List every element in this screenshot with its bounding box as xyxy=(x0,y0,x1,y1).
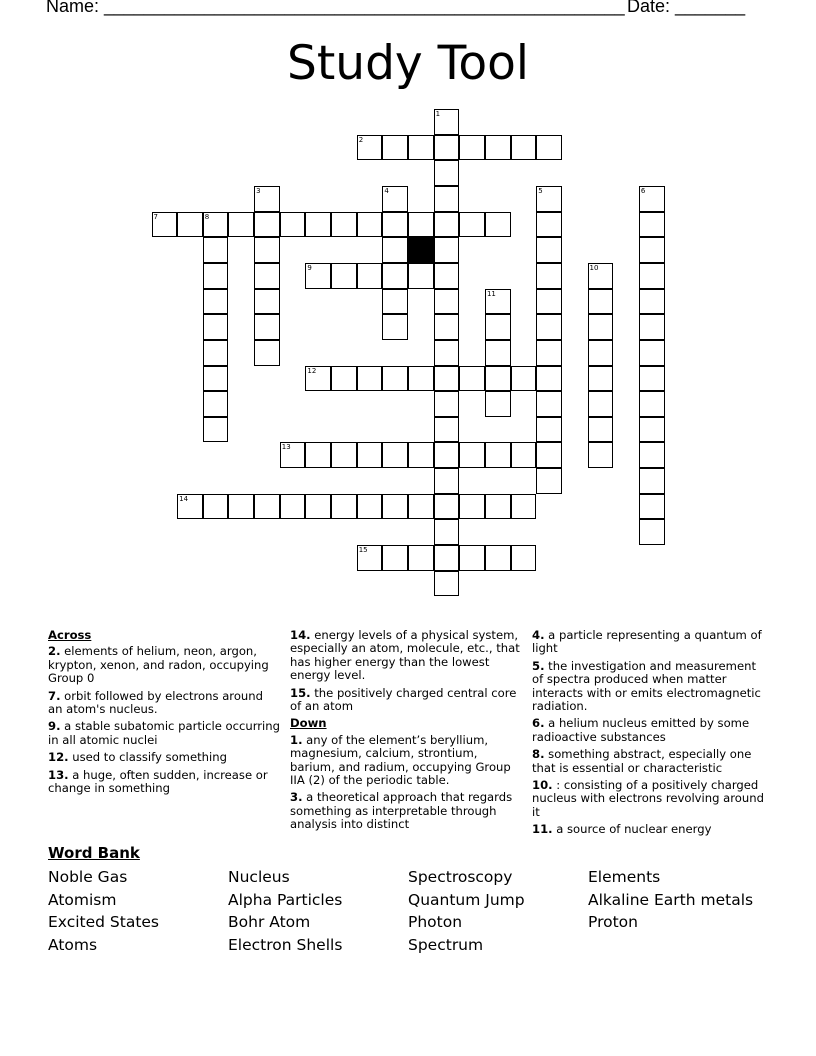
crossword-cell[interactable] xyxy=(382,289,408,315)
crossword-cell[interactable] xyxy=(511,366,537,392)
crossword-cell[interactable] xyxy=(434,391,460,417)
word-bank-item: Alkaline Earth metals xyxy=(588,890,754,909)
crossword-cell[interactable] xyxy=(536,417,562,443)
crossword-cell[interactable] xyxy=(434,186,460,212)
crossword-cell[interactable] xyxy=(588,314,614,340)
crossword-cell[interactable] xyxy=(434,237,460,263)
crossword-cell[interactable] xyxy=(536,212,562,238)
crossword-cell[interactable] xyxy=(588,340,614,366)
crossword-cell[interactable] xyxy=(305,494,331,520)
down-clue xyxy=(290,734,522,788)
clue-number: 3. xyxy=(290,790,303,805)
page-title: Study Tool xyxy=(287,36,529,91)
crossword-cell[interactable] xyxy=(536,442,562,468)
crossword-cell[interactable] xyxy=(408,366,434,392)
crossword-cell[interactable] xyxy=(177,212,203,238)
word-bank-item: Nucleus xyxy=(228,868,290,886)
crossword-cell[interactable] xyxy=(485,212,511,238)
crossword-cell[interactable] xyxy=(408,442,434,468)
crossword-cell[interactable] xyxy=(357,366,383,392)
crossword-cell[interactable] xyxy=(357,135,383,161)
clues-column-2 xyxy=(290,629,522,836)
crossword-cell[interactable] xyxy=(434,340,460,366)
word-bank-item: Spectroscopy xyxy=(408,868,513,886)
crossword-cell[interactable] xyxy=(511,135,537,161)
crossword-cell[interactable] xyxy=(536,289,562,315)
word-bank-title: Word Bank xyxy=(48,844,140,862)
clue-number: 2 xyxy=(358,135,364,144)
crossword-cell[interactable] xyxy=(639,417,665,443)
crossword-cell[interactable] xyxy=(536,468,562,494)
crossword-cell[interactable] xyxy=(485,366,511,392)
down-clue xyxy=(532,779,764,819)
crossword-cell[interactable] xyxy=(152,212,178,238)
clue-number: 13. xyxy=(48,767,69,782)
crossword-cell[interactable] xyxy=(434,135,460,161)
crossword-cell[interactable] xyxy=(254,212,280,238)
crossword-cell[interactable] xyxy=(408,545,434,571)
crossword-cell[interactable] xyxy=(357,263,383,289)
crossword-cell[interactable] xyxy=(357,545,383,571)
crossword-cell[interactable] xyxy=(305,263,331,289)
clue-text: used to classify something xyxy=(68,750,227,765)
crossword-cell[interactable] xyxy=(485,545,511,571)
across-clue xyxy=(48,645,280,685)
clue-text: : consisting of a positively charged nucleus with electrons revolving around it xyxy=(532,778,764,819)
crossword-cell[interactable] xyxy=(434,571,460,597)
crossword-cell[interactable] xyxy=(434,366,460,392)
word-bank-item: Alpha Particles xyxy=(228,890,343,909)
crossword-cell[interactable] xyxy=(382,442,408,468)
clue-number: 5. xyxy=(532,658,545,673)
crossword-cell[interactable] xyxy=(588,417,614,443)
clue-text: orbit followed by electrons around an atom's nucleus. xyxy=(48,688,263,717)
crossword-cell[interactable] xyxy=(203,314,229,340)
crossword-cell[interactable] xyxy=(331,366,357,392)
clue-number: 4. xyxy=(532,628,545,642)
crossword-cell[interactable] xyxy=(331,442,357,468)
crossword-cell[interactable] xyxy=(228,212,254,238)
clue-number: 15 xyxy=(358,546,368,555)
clue-number: 2. xyxy=(48,644,61,659)
crossword-cell[interactable] xyxy=(588,263,614,289)
clue-text: a particle representing a quantum of light xyxy=(532,628,762,656)
crossword-cell[interactable] xyxy=(434,545,460,571)
crossword-cell[interactable] xyxy=(382,135,408,161)
crossword-cell[interactable] xyxy=(511,494,537,520)
crossword-cell[interactable] xyxy=(536,314,562,340)
clue-number: 14. xyxy=(290,628,311,642)
crossword-cell[interactable] xyxy=(639,340,665,366)
crossword-cell[interactable] xyxy=(639,391,665,417)
crossword-cell[interactable] xyxy=(254,494,280,520)
crossword-cell[interactable] xyxy=(203,494,229,520)
crossword-cell[interactable] xyxy=(536,391,562,417)
clue-text: a source of nuclear energy xyxy=(552,822,712,837)
crossword-cell[interactable] xyxy=(536,237,562,263)
black-square xyxy=(408,237,434,263)
clue-number: 9. xyxy=(48,719,61,734)
word-bank-item: Bohr Atom xyxy=(228,913,311,932)
crossword-cell[interactable] xyxy=(434,417,460,443)
crossword-cell[interactable] xyxy=(434,519,460,545)
clue-number: 8 xyxy=(204,212,210,221)
crossword-cell[interactable] xyxy=(408,494,434,520)
crossword-cell[interactable] xyxy=(254,186,280,212)
crossword-cell[interactable] xyxy=(434,263,460,289)
crossword-cell[interactable] xyxy=(382,545,408,571)
down-clue xyxy=(532,748,764,775)
crossword-cell[interactable] xyxy=(203,263,229,289)
clues-column-1 xyxy=(48,629,280,799)
clue-text: energy levels of a physical system, especially an atom, molecule, etc., that has higher energy than the lowest energy level. xyxy=(290,628,520,683)
clue-number: 14 xyxy=(179,494,189,503)
crossword-cell[interactable] xyxy=(639,289,665,315)
word-bank-item: Proton xyxy=(588,913,638,932)
word-bank-item: Photon xyxy=(408,913,463,932)
crossword-cell[interactable] xyxy=(434,442,460,468)
crossword-cell[interactable] xyxy=(536,135,562,161)
word-bank-item: Atoms xyxy=(48,935,98,954)
clue-number: 4 xyxy=(384,186,389,195)
clue-text: a theoretical approach that regards something as interpretable through analysis into distinct xyxy=(290,790,513,832)
crossword-cell[interactable] xyxy=(536,263,562,289)
crossword-cell[interactable] xyxy=(280,494,306,520)
crossword-cell[interactable] xyxy=(639,212,665,238)
crossword-cell[interactable] xyxy=(639,366,665,392)
clue-number: 3 xyxy=(256,186,261,195)
crossword-cell[interactable] xyxy=(382,494,408,520)
crossword-cell[interactable] xyxy=(434,494,460,520)
clue-number: 12 xyxy=(307,366,317,375)
crossword-cell[interactable] xyxy=(408,263,434,289)
across-heading: Across xyxy=(48,628,92,642)
clue-number: 7 xyxy=(153,212,158,221)
word-bank-item: Elements xyxy=(588,868,661,886)
clue-number: 13 xyxy=(281,443,291,452)
clue-text: something abstract, especially one that is essential or characteristic xyxy=(532,747,752,775)
across-clue xyxy=(48,769,280,796)
crossword-cell[interactable] xyxy=(331,494,357,520)
crossword-cell[interactable] xyxy=(254,314,280,340)
down-clue xyxy=(532,823,764,836)
crossword-cell[interactable] xyxy=(434,160,460,186)
crossword-cell[interactable] xyxy=(254,237,280,263)
crossword-cell[interactable] xyxy=(203,212,229,238)
clue-number: 11. xyxy=(532,822,553,837)
word-bank-item: Noble Gas xyxy=(48,868,128,886)
crossword-cell[interactable] xyxy=(434,212,460,238)
crossword-cell[interactable] xyxy=(203,237,229,263)
word-bank-item: Excited States xyxy=(48,913,160,932)
crossword-cell[interactable] xyxy=(588,366,614,392)
crossword-cell[interactable] xyxy=(459,442,485,468)
date-field[interactable]: Date: _______ xyxy=(627,0,746,16)
crossword-cell[interactable] xyxy=(305,212,331,238)
crossword-cell[interactable] xyxy=(305,366,331,392)
across-clue xyxy=(290,629,522,683)
crossword-cell[interactable] xyxy=(459,135,485,161)
crossword-cell[interactable] xyxy=(536,340,562,366)
word-bank-item: Electron Shells xyxy=(228,935,343,954)
crossword-cell[interactable] xyxy=(357,494,383,520)
crossword-cell[interactable] xyxy=(588,391,614,417)
clue-number: 8. xyxy=(532,747,545,762)
crossword-cell[interactable] xyxy=(228,494,254,520)
crossword-cell[interactable] xyxy=(459,212,485,238)
crossword-cell[interactable] xyxy=(408,212,434,238)
crossword-cell[interactable] xyxy=(511,442,537,468)
crossword-cell[interactable] xyxy=(203,366,229,392)
clue-text: the positively charged central core of an atom xyxy=(290,685,517,714)
word-bank-item: Quantum Jump xyxy=(408,890,525,909)
clues-column-3 xyxy=(532,629,764,841)
down-clue xyxy=(290,791,522,831)
crossword-cell[interactable] xyxy=(382,263,408,289)
clue-number: 10. xyxy=(532,778,553,793)
crossword-cell[interactable] xyxy=(254,263,280,289)
crossword-cell[interactable] xyxy=(459,366,485,392)
word-bank-item: Spectrum xyxy=(408,935,484,954)
crossword-cell[interactable] xyxy=(536,186,562,212)
crossword-cell[interactable] xyxy=(382,212,408,238)
crossword-cell[interactable] xyxy=(280,212,306,238)
crossword-cell[interactable] xyxy=(382,366,408,392)
clue-text: the investigation and measurement of spectra produced when matter interacts with or emits electromagnetic radiation. xyxy=(532,658,761,714)
crossword-cell[interactable] xyxy=(485,391,511,417)
crossword-cell[interactable] xyxy=(280,442,306,468)
crossword-cell[interactable] xyxy=(639,468,665,494)
crossword-cell[interactable] xyxy=(485,442,511,468)
word-bank-item: Atomism xyxy=(48,890,117,909)
clue-text: a huge, often sudden, increase or change in something xyxy=(48,767,268,796)
clue-number: 1 xyxy=(435,110,441,118)
crossword-cell[interactable] xyxy=(639,442,665,468)
clue-number: 10 xyxy=(589,263,599,272)
crossword-cell[interactable] xyxy=(485,135,511,161)
name-field[interactable]: Name: ____________________________________________________ xyxy=(46,0,625,16)
crossword-cell[interactable] xyxy=(203,417,229,443)
across-clue xyxy=(290,687,522,714)
clue-text: any of the element’s beryllium, magnesium, calcium, strontium, barium, and radium, occupying Group IIA (2) of the periodic table. xyxy=(290,732,511,788)
clue-number: 9 xyxy=(307,263,312,272)
crossword-cell[interactable] xyxy=(511,545,537,571)
crossword-cell[interactable] xyxy=(639,314,665,340)
down-clue xyxy=(532,717,764,744)
crossword-cell[interactable] xyxy=(434,468,460,494)
crossword-cell[interactable] xyxy=(485,314,511,340)
crossword-cell[interactable] xyxy=(588,442,614,468)
across-clue xyxy=(48,690,280,717)
clue-number: 5 xyxy=(538,186,543,195)
clue-number: 6 xyxy=(640,186,646,195)
down-clue xyxy=(532,629,764,656)
clue-text: a helium nucleus emitted by some radioactive substances xyxy=(532,716,750,744)
crossword-cell[interactable] xyxy=(485,289,511,315)
crossword-cell[interactable] xyxy=(382,237,408,263)
crossword-cell[interactable] xyxy=(254,340,280,366)
crossword-cell[interactable] xyxy=(382,314,408,340)
crossword-cell[interactable] xyxy=(434,289,460,315)
crossword-cell[interactable] xyxy=(254,289,280,315)
clue-text: a stable subatomic particle occurring in all atomic nuclei xyxy=(48,719,280,747)
clue-number: 11 xyxy=(486,289,496,298)
crossword-cell[interactable] xyxy=(357,442,383,468)
crossword-cell[interactable] xyxy=(408,135,434,161)
across-clue xyxy=(48,720,280,747)
crossword-cell[interactable] xyxy=(203,289,229,315)
crossword-cell[interactable] xyxy=(459,545,485,571)
crossword-cell[interactable] xyxy=(639,186,665,212)
crossword-cell[interactable] xyxy=(382,186,408,212)
crossword-cell[interactable] xyxy=(203,340,229,366)
crossword-cell[interactable] xyxy=(485,340,511,366)
crossword-cell[interactable] xyxy=(357,212,383,238)
crossword-cell[interactable] xyxy=(639,237,665,263)
clue-number: 7. xyxy=(48,688,61,703)
crossword-cell[interactable] xyxy=(331,263,357,289)
down-heading: Down xyxy=(290,716,327,731)
crossword-cell[interactable] xyxy=(485,494,511,520)
crossword-cell[interactable] xyxy=(434,109,460,135)
clue-text: elements of helium, neon, argon, krypton, xenon, and radon, occupying Group 0 xyxy=(48,644,269,686)
crossword-cell[interactable] xyxy=(331,212,357,238)
crossword-cell[interactable] xyxy=(639,263,665,289)
crossword-cell[interactable] xyxy=(203,391,229,417)
clue-number: 15. xyxy=(290,685,311,700)
down-clue xyxy=(532,660,764,714)
across-clue xyxy=(48,751,280,764)
clue-number: 12. xyxy=(48,750,69,765)
crossword-cell[interactable] xyxy=(459,494,485,520)
crossword-cell[interactable] xyxy=(588,289,614,315)
crossword-cell[interactable] xyxy=(536,366,562,392)
crossword-cell[interactable] xyxy=(639,494,665,520)
crossword-cell[interactable] xyxy=(305,442,331,468)
crossword-cell[interactable] xyxy=(434,314,460,340)
crossword-cell[interactable] xyxy=(177,494,203,520)
clue-number: 1. xyxy=(290,732,303,747)
clue-number: 6. xyxy=(532,716,545,731)
crossword-cell[interactable] xyxy=(639,519,665,545)
